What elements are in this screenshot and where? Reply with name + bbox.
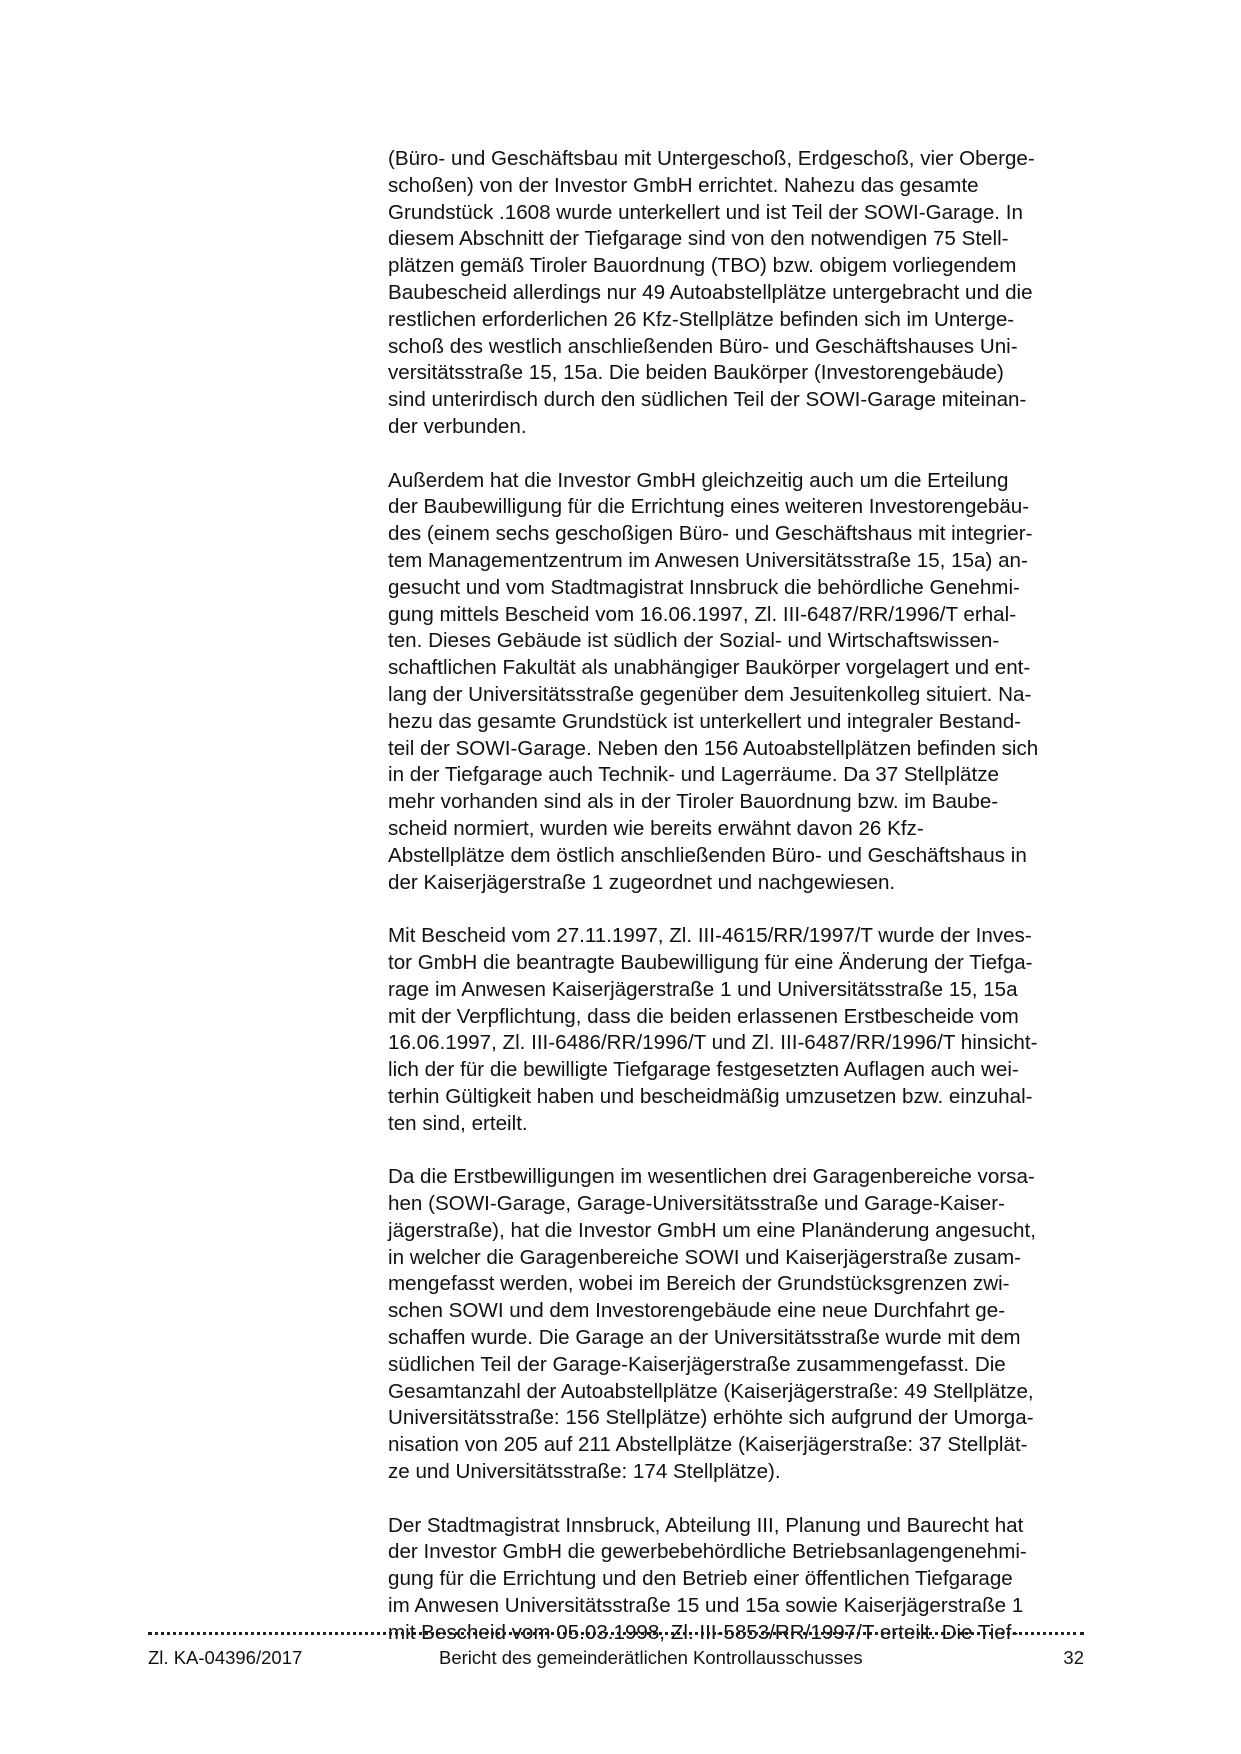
footer-divider xyxy=(148,1632,1084,1635)
paragraph-1: (Büro- und Geschäftsbau mit Untergeschoß, Erdgeschoß, vier Oberge- schoßen) von der Investor GmbH errichtet. Nahezu das gesamte Grundstück .1608 wurde unterkellert und ist Teil der SOWI-Garage. In diesem Abschnitt der Tiefgarage sind von den notwendigen 75 Stell- plätzen gemäß Tiroler Bauordnung (TBO) bzw. obigem vorliegendem Baubescheid allerdings nur 49 Autoabstellplätze untergebracht und die restlichen erforderlichen 26 Kfz-Stellplätze befinden sich im Unterge- schoß des westlich anschließenden Büro- und Geschäftshauses Uni- versitätsstraße 15, 15a. Die beiden Baukörper (Investorengebäude) sind unterirdisch durch den südlichen Teil der SOWI-Garage miteinan- der verbunden. xyxy=(388,147,1035,438)
page-number: 32 xyxy=(1063,1647,1084,1668)
footer-title: Bericht des gemeinderätlichen Kontrollausschusses xyxy=(439,1647,863,1668)
paragraph-2: Außerdem hat die Investor GmbH gleichzeitig auch um die Erteilung der Baubewilligung für die Errichtung eines weiteren Investorengebäu- des (einem sechs geschoßigen Büro- und Geschäftshaus mit integrier- tem Managementzentrum im Anwesen Universitätsstraße 15, 15a) an- gesucht und vom Stadtmagistrat Innsbruck die behördliche Genehmi- gung mittels Bescheid vom 16.06.1997, Zl. III-6487/RR/1996/T erhal- ten. Dieses Gebäude ist südlich der Sozial- und Wirtschaftswissen- schaftlichen Fakultät als unabhängiger Baukörper vorgelagert und ent- lang der Universitätsstraße gegenüber dem Jesuitenkolleg situiert. Na- hezu das gesamte Grundstück ist unterkellert und integraler Bestand- teil der SOWI-Garage. Neben den 156 Autoabstellplätzen befinden sich in der Tiefgarage auch Technik- und Lagerräume. Da 37 Stellplätze mehr vorhanden sind als in der Tiroler Bauordnung bzw. im Baube- scheid normiert, wurden wie bereits erwähnt davon 26 Kfz- Abstellplätze dem östlich anschließenden Büro- und Geschäftshaus in der Kaiserjägerstraße 1 zugeordnet und nachgewiesen. xyxy=(388,468,1039,894)
paragraph-3: Mit Bescheid vom 27.11.1997, Zl. III-4615/RR/1997/T wurde der Inves- tor GmbH die beantragte Baubewilligung für eine Änderung der Tiefga- rage im Anwesen Kaiserjägerstraße 1 und Universitätsstraße 15, 15a mit der Verpflichtung, dass die beiden erlassenen Erstbescheide vom 16.06.1997, Zl. III-6486/RR/1996/T und Zl. III-6487/RR/1996/T hinsicht- lich der für die bewilligte Tiefgarage festgesetzten Auflagen auch wei- terhin Gültigkeit haben und bescheidmäßig umzusetzen bzw. einzuhal- ten sind, erteilt. xyxy=(388,924,1038,1135)
body-text xyxy=(388,146,1108,1647)
paragraph-4: Da die Erstbewilligungen im wesentlichen drei Garagenbereiche vorsa- hen (SOWI-Garage, Garage-Universitätsstraße und Garage-Kaiser- jägerstraße), hat die Investor GmbH um eine Planänderung angesucht, in welcher die Garagenbereiche SOWI und Kaiserjägerstraße zusam- mengefasst werden, wobei im Bereich der Grundstücksgrenzen zwi- schen SOWI und dem Investorengebäude eine neue Durchfahrt ge- schaffen wurde. Die Garage an der Universitätsstraße wurde mit dem südlichen Teil der Garage-Kaiserjägerstraße zusammengefasst. Die Gesamtanzahl der Autoabstellplätze (Kaiserjägerstraße: 49 Stellplätze, Universitätsstraße: 156 Stellplätze) erhöhte sich aufgrund der Umorga- nisation von 205 auf 211 Abstellplätze (Kaiserjägerstraße: 37 Stellplät- ze und Universitätsstraße: 174 Stellplätze). xyxy=(388,1165,1036,1484)
footer-reference: Zl. KA-04396/2017 xyxy=(148,1647,303,1668)
paragraph-5: Der Stadtmagistrat Innsbruck, Abteilung III, Planung und Baurecht hat der Investor GmbH die gewerbebehördliche Betriebsanlagengenehmi- gung für die Errichtung und den Betrieb einer öffentlichen Tiefgarage im Anwesen Universitätsstraße 15 und 15a sowie Kaiserjägerstraße 1 mit Bescheid vom 05.03.1998, Zl. III-5853/RR/1997/T erteilt. Die Tief- xyxy=(388,1513,1027,1644)
page-footer xyxy=(148,1646,1084,1676)
